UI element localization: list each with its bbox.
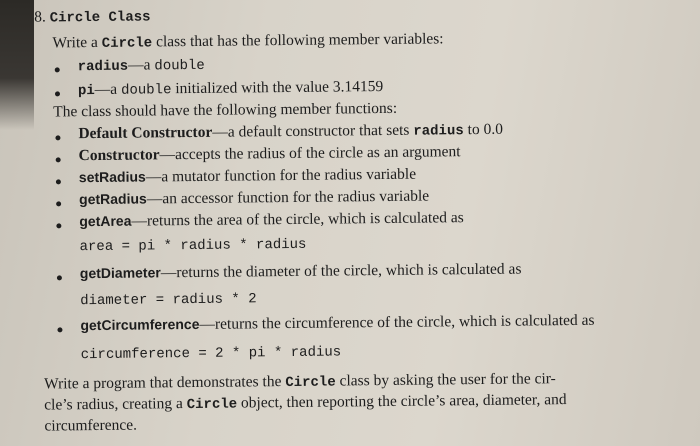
closing-text-end: object, then reporting the circle’s area, diameter, and	[237, 391, 567, 412]
bullet	[55, 135, 60, 140]
function-desc: —accepts the radius of the circle as an argument	[159, 143, 461, 164]
variable-name: pi	[77, 83, 95, 100]
variable-name: radius	[77, 58, 129, 76]
diameter-formula: diameter = radius * 2	[80, 291, 257, 310]
closing-text-end: class by asking the user for the cir-	[335, 370, 556, 390]
variable-type: double	[120, 82, 172, 99]
bullet	[56, 157, 61, 162]
function-desc: —an accessor function for the radius variable	[146, 187, 430, 208]
bullet	[56, 223, 61, 228]
variable-desc: —a	[94, 80, 122, 99]
function-desc: —returns the diameter of the circle, which is calculated as	[160, 260, 522, 282]
closing-line-2	[44, 391, 567, 414]
area-formula: area = pi * radius * radius	[79, 236, 307, 256]
function-desc-end: to 0.0	[463, 120, 503, 139]
circumference-formula: circumference = 2 * pi * radius	[80, 344, 342, 364]
closing-text: cle’s radius, creating a	[44, 395, 187, 414]
function-name: Default Constructor	[78, 123, 213, 143]
intro-code: Circle	[101, 35, 153, 52]
intro-text-end: class that has the following member variables:	[152, 30, 444, 51]
function-desc: —returns the circumference of the circle, which is calculated as	[199, 311, 595, 333]
problem-heading	[34, 7, 151, 26]
function-name: getArea	[79, 212, 132, 230]
functions-heading: The class should have the following member functions:	[53, 99, 398, 121]
bullet	[55, 67, 60, 72]
function-desc: —returns the area of the circle, which is calculated as	[131, 209, 464, 230]
problem-title: Circle Class	[49, 9, 151, 27]
function-desc: —a default constructor that sets	[212, 121, 414, 141]
member-function	[80, 312, 594, 335]
function-code: radius	[413, 123, 464, 140]
bullet	[57, 327, 62, 332]
member-function	[78, 121, 503, 143]
intro-text: Write a	[52, 33, 102, 52]
member-variable	[78, 56, 205, 75]
function-name: setRadius	[78, 168, 146, 186]
bullet	[56, 201, 61, 206]
variable-tail: initialized with the value 3.14159	[171, 77, 384, 98]
bullet	[57, 275, 62, 280]
closing-code: Circle	[285, 374, 336, 392]
variable-desc: —a	[128, 56, 155, 74]
closing-line-3: circumference.	[44, 416, 138, 435]
bullet	[55, 91, 60, 96]
member-function	[79, 188, 429, 210]
member-function	[80, 261, 522, 284]
function-name: getRadius	[79, 190, 147, 208]
bullet	[56, 179, 61, 184]
variable-type: double	[154, 57, 205, 75]
function-name: Constructor	[78, 146, 160, 165]
member-function	[79, 209, 464, 231]
intro-line	[52, 30, 443, 52]
function-desc: —a mutator function for the radius variable	[145, 165, 417, 186]
function-name: getCircumference	[80, 315, 200, 334]
closing-line-1	[44, 370, 556, 393]
member-variable	[78, 78, 383, 99]
function-name: getDiameter	[79, 264, 161, 282]
closing-text: Write a program that demonstrates the	[43, 373, 286, 393]
member-function	[79, 166, 416, 188]
closing-code: Circle	[186, 396, 238, 414]
problem-number: 8.	[34, 8, 46, 26]
member-function	[79, 143, 461, 165]
